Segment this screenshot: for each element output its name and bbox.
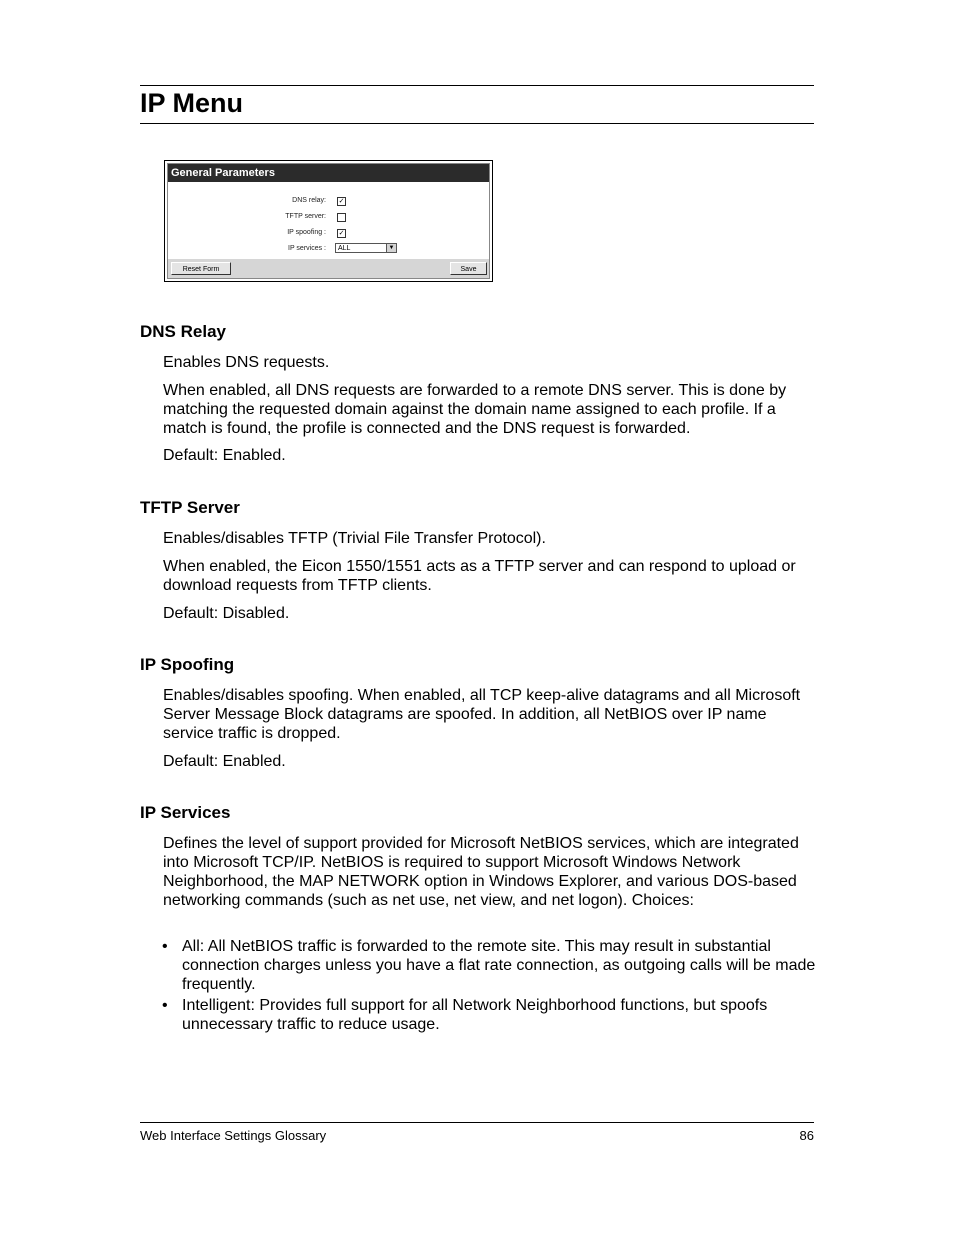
footer-rule [140, 1122, 814, 1123]
ip-services-value: ALL [338, 245, 351, 252]
tftp-server-heading: TFTP Server [140, 498, 240, 517]
ip-spoofing-default: Default: Enabled. [163, 753, 286, 770]
dns-relay-checkbox[interactable]: ✓ [338, 198, 345, 205]
dns-relay-label: DNS relay: [292, 197, 326, 204]
dns-relay-p1: Enables DNS requests. [163, 354, 330, 371]
ip-services-select[interactable] [335, 243, 397, 253]
page-number: 86 [799, 1128, 814, 1143]
tftp-server-label: TFTP server: [285, 213, 326, 220]
dns-relay-heading: DNS Relay [140, 322, 226, 341]
page-title: IP Menu [140, 88, 244, 118]
panel-header: General Parameters [168, 164, 489, 182]
tftp-server-default: Default: Disabled. [163, 605, 290, 622]
save-button[interactable]: Save [450, 262, 487, 275]
ip-services-heading: IP Services [140, 803, 231, 822]
footer-doc-title: Web Interface Settings Glossary [140, 1128, 327, 1143]
ip-spoofing-heading: IP Spoofing [140, 655, 235, 674]
general-parameters-screenshot [164, 160, 493, 282]
dns-relay-default: Default: Enabled. [163, 447, 286, 464]
chevron-down-icon[interactable]: ▼ [386, 244, 396, 252]
title-bottom-rule [140, 123, 814, 124]
tftp-server-checkbox[interactable] [337, 213, 346, 222]
ip-services-row [168, 242, 489, 256]
bullet-glyph: • [162, 938, 168, 955]
tftp-server-p1: Enables/disables TFTP (Trivial File Transfer Protocol). [163, 530, 546, 547]
panel-footer [168, 259, 489, 278]
ip-spoofing-row [168, 226, 489, 240]
ip-services-p1: Defines the level of support provided for Microsoft NetBIOS services, which are integrated into Microsoft TCP/IP. NetBIOS is required to support Microsoft Windows Network Neighborhood, the MAP NETWORK option in Windows Explorer, and various DOS-based networking commands (such as net use, net view, and net logon). Choices: [163, 835, 799, 909]
ip-services-label: IP services : [288, 245, 326, 252]
list-item-text: All: All NetBIOS traffic is forwarded to the remote site. This may result in substantial connection charges unless you have a flat rate connection, as outgoing calls will be made frequently. [182, 938, 816, 993]
ip-spoofing-checkbox[interactable]: ✓ [338, 230, 345, 237]
tftp-server-row [168, 210, 489, 224]
ip-spoofing-label: IP spoofing : [287, 229, 326, 236]
dns-relay-p2: When enabled, all DNS requests are forwarded to a remote DNS server. This is done by matching the requested domain against the domain name assigned to each profile. If a match is found, the profile is connected and the DNS request is forwarded. [163, 382, 787, 437]
tftp-server-p2: When enabled, the Eicon 1550/1551 acts as a TFTP server and can respond to upload or download requests from TFTP clients. [163, 558, 796, 594]
bullet-glyph: • [162, 997, 168, 1014]
list-item-text: Intelligent: Provides full support for all Network Neighborhood functions, but spoofs unnecessary traffic to reduce usage. [182, 997, 768, 1033]
ip-spoofing-p1: Enables/disables spoofing. When enabled, all TCP keep-alive datagrams and all Microsoft Server Message Block datagrams are spoofed. In addition, all NetBIOS over IP name service traffic is dropped. [163, 687, 801, 742]
dns-relay-row [168, 194, 489, 208]
reset-form-button[interactable]: Reset Form [171, 262, 231, 275]
